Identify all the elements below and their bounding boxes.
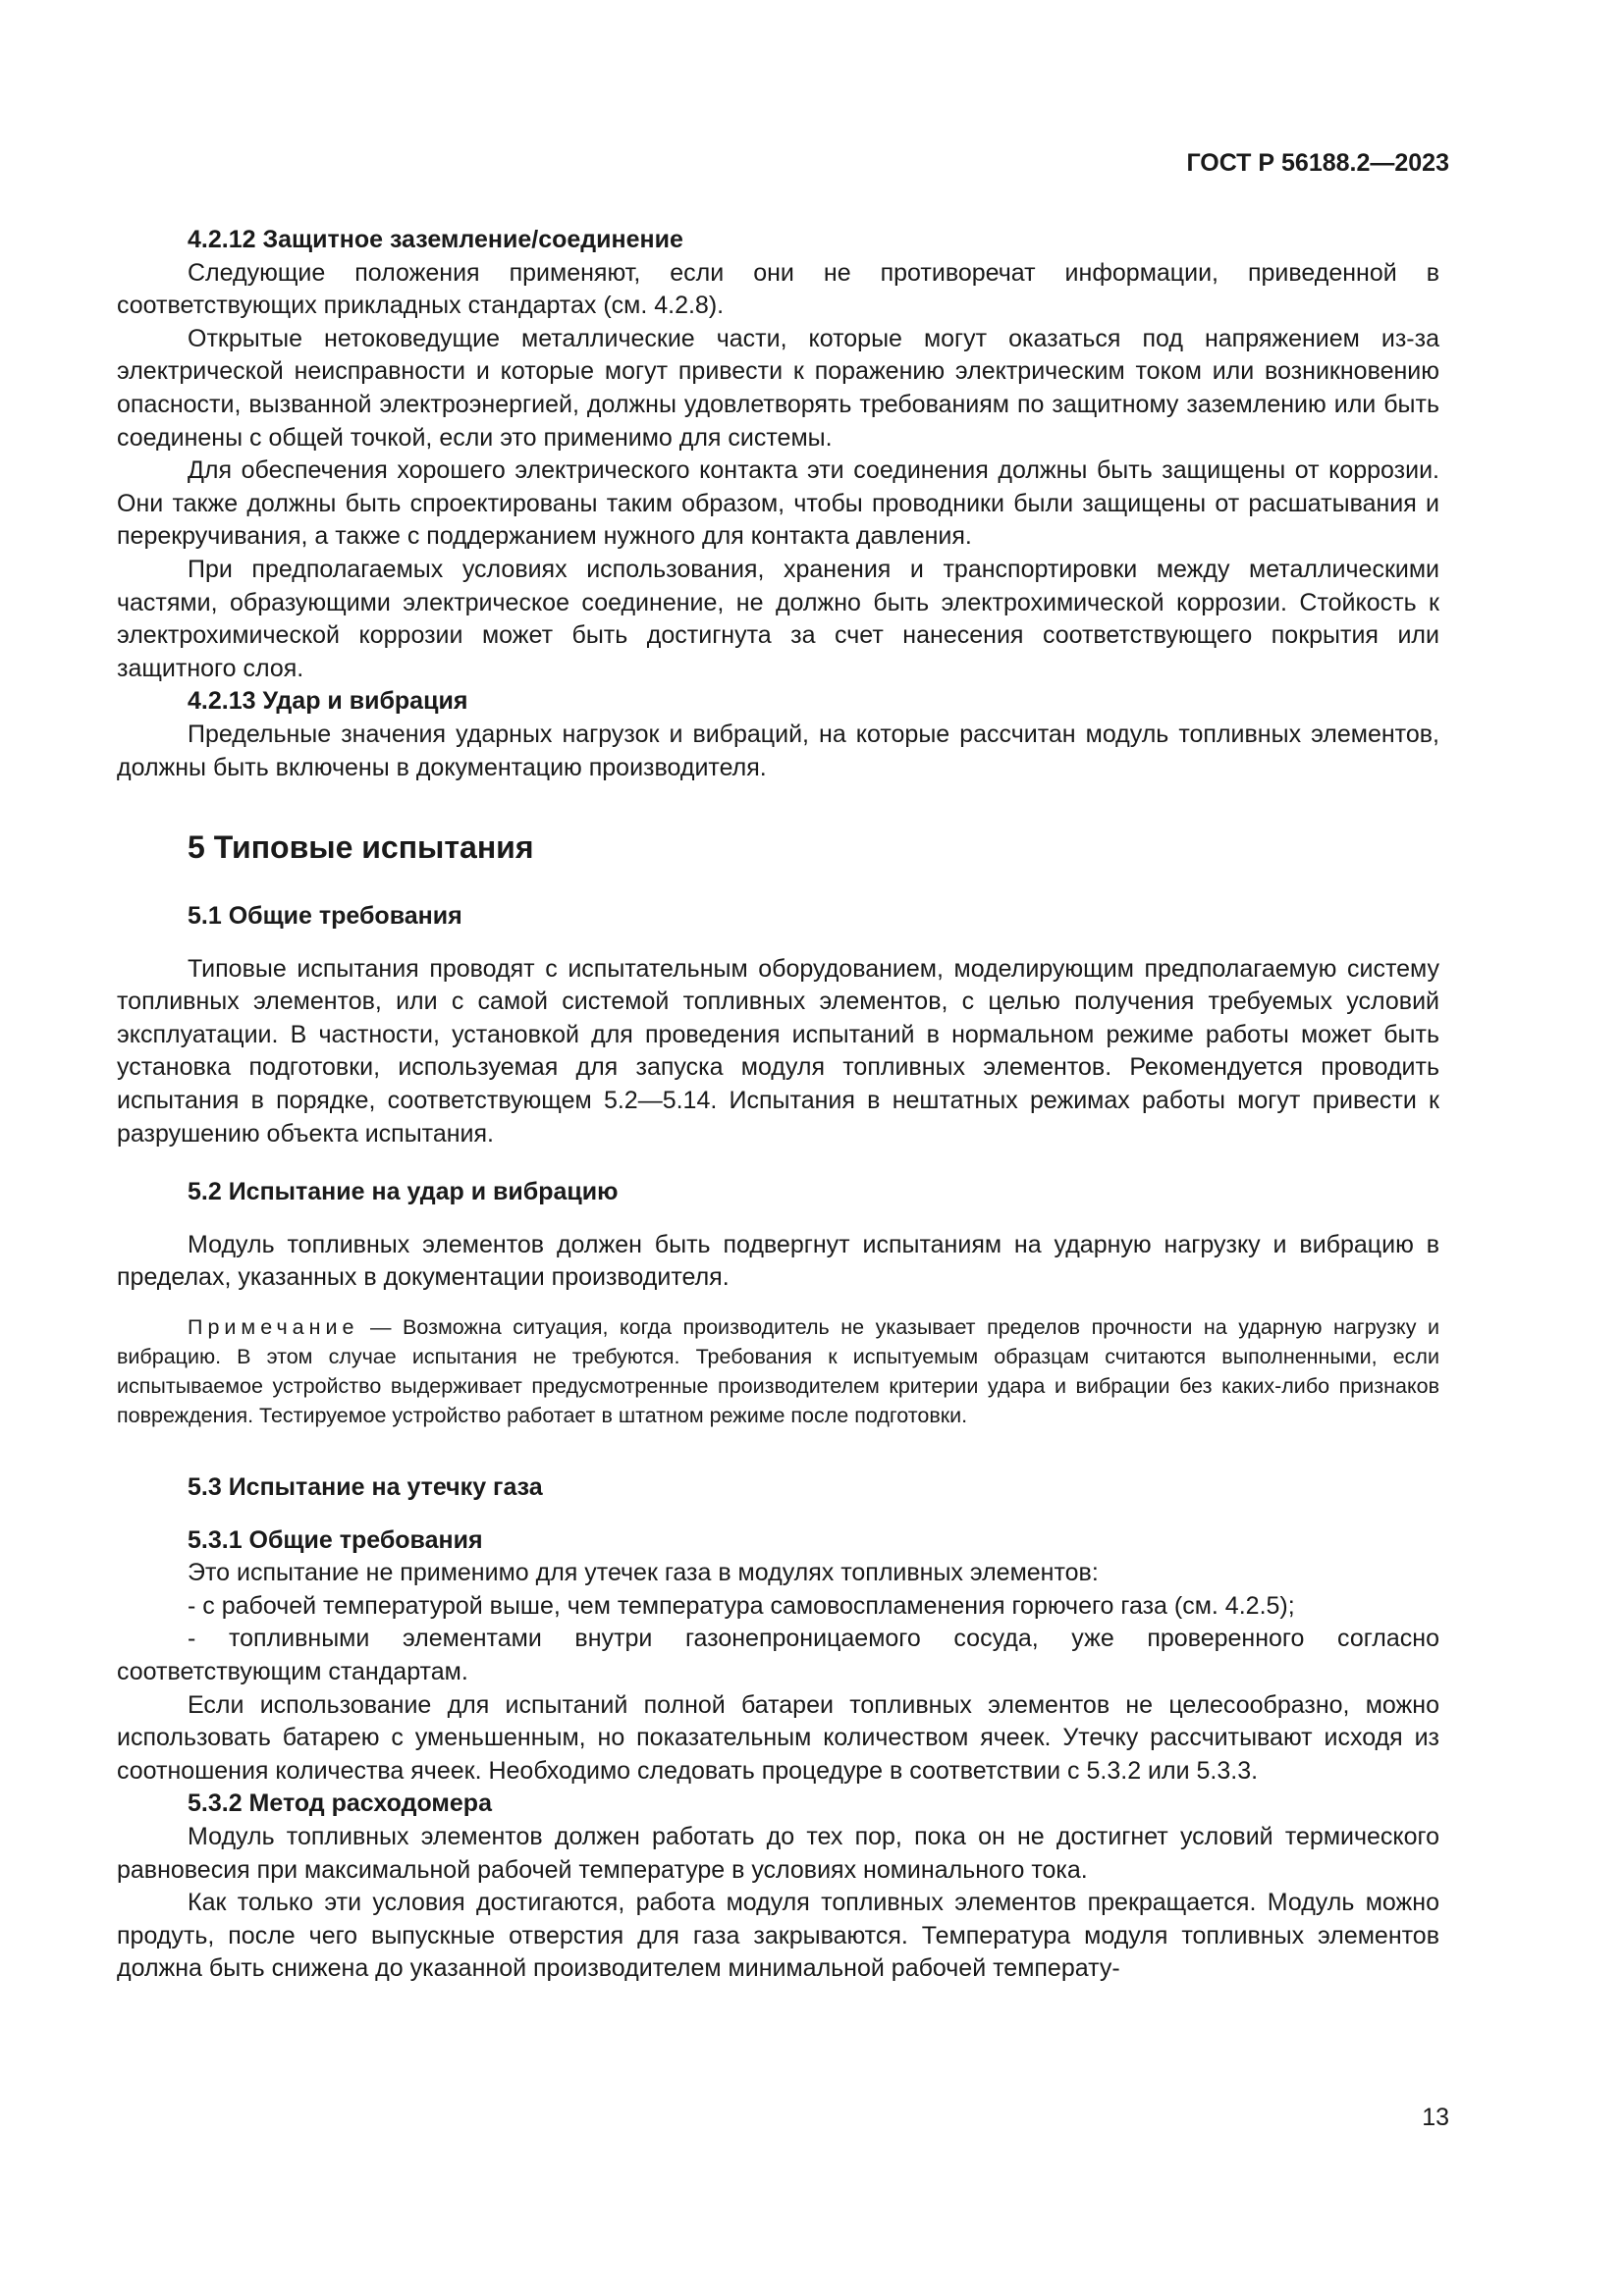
note-label: Примечание <box>188 1315 359 1340</box>
document-id: ГОСТ Р 56188.2—2023 <box>1186 149 1449 177</box>
note-text: — Возможна ситуация, когда производитель не указывает пределов прочности на ударную нагрузку и вибрацию. В этом случае испытания не требуются. Требования к испытуемым образцам считаются выполненными, если испытываемое устройство выдерживает предусмотренные производителем критерии удара и вибрации без каких-либо признаков повреждения. Тестируемое устройство работает в штатном режиме после подготовки. <box>117 1315 1439 1428</box>
note <box>117 1312 1439 1430</box>
paragraph: Для обеспечения хорошего электрического контакта эти соединения должны быть защищены от коррозии. Они также должны быть спроектированы таким образом, чтобы проводники были защищены от расшатывания и перекручивания, а также с поддержанием нужного для контакта давления. <box>117 456 1439 551</box>
page-number: 13 <box>1422 2104 1449 2131</box>
paragraph: Как только эти условия достигаются, работа модуля топливных элементов прекращается. Модуль можно продуть, после чего выпускные отверстия для газа закрываются. Температура модуля топливных элементов должна быть снижена до указанной производителем минимальной рабочей температу- <box>117 1889 1439 1983</box>
section-title-5: 5 Типовые испытания <box>188 829 534 866</box>
heading-4-2-12: 4.2.12 Защитное заземление/соединение <box>188 226 683 253</box>
list-item: - топливными элементами внутри газонепроницаемого сосуда, уже проверенного согласно соответствующим стандартам. <box>117 1625 1439 1685</box>
paragraph: Предельные значения ударных нагрузок и вибраций, на которые рассчитан модуль топливных элементов, должны быть включены в документацию производителя. <box>117 720 1439 781</box>
paragraph: Если использование для испытаний полной батареи топливных элементов не целесообразно, можно использовать батарею с уменьшенным, но показательным количеством ячеек. Утечку рассчитывают исходя из соотношения количества ячеек. Необходимо следовать процедуре в соответствии с 5.3.2 или 5.3.3. <box>117 1690 1439 1785</box>
heading-5-2: 5.2 Испытание на удар и вибрацию <box>188 1178 619 1206</box>
paragraph: Модуль топливных элементов должен быть подвергнут испытаниям на ударную нагрузку и вибрацию в пределах, указанных в документации производителя. <box>117 1230 1439 1292</box>
paragraph: Модуль топливных элементов должен работать до тех пор, пока он не достигнет условий термического равновесия при максимальной рабочей температуре в условиях номинального тока. <box>117 1822 1439 1884</box>
heading-5-3-1: 5.3.1 Общие требования <box>188 1525 483 1554</box>
paragraph: Следующие положения применяют, если они не противоречат информации, приведенной в соответствующих прикладных стандартах (см. 4.2.8). <box>117 258 1439 320</box>
heading-4-2-13: 4.2.13 Удар и вибрация <box>188 687 468 716</box>
heading-5-1: 5.1 Общие требования <box>188 902 462 931</box>
page-body <box>117 224 1439 1986</box>
heading-5-3-2: 5.3.2 Метод расходомера <box>188 1789 492 1818</box>
list-item: - с рабочей температурой выше, чем температура самовоспламенения горючего газа (см. 4.2.5); <box>188 1591 1295 1620</box>
paragraph: Типовые испытания проводят с испытательным оборудованием, моделирующим предполагаемую систему топливных элементов, или с самой системой топливных элементов, с целью получения требуемых условий эксплуатации. В частности, установкой для проведения испытаний в нормальном режиме работы может быть установка подготовки, используемая для запуска модуля топливных элементов. Рекомендуется проводить испытания в порядке, соответствующем 5.2—5.14. Испытания в нештатных режимах работы могут привести к разрушению объекта испытания. <box>117 954 1439 1148</box>
paragraph: Открытые нетоковедущие металлические части, которые могут оказаться под напряжением из-за электрической неисправности и которые могут привести к поражению электрическим током или возникновению опасности, вызванной электроэнергией, должны удовлетворять требованиям по защитному заземлению или быть соединены с общей точкой, если это применимо для системы. <box>117 324 1439 452</box>
paragraph: Это испытание не применимо для утечек газа в модулях топливных элементов: <box>188 1559 1099 1587</box>
heading-5-3: 5.3 Испытание на утечку газа <box>188 1473 543 1502</box>
paragraph: При предполагаемых условиях использования, хранения и транспортировки между металлическими частями, образующими электрическое соединение, не должно быть электрохимической коррозии. Стойкость к электрохимической коррозии может быть достигнута за счет нанесения соответствующего покрытия или защитного слоя. <box>117 555 1439 682</box>
